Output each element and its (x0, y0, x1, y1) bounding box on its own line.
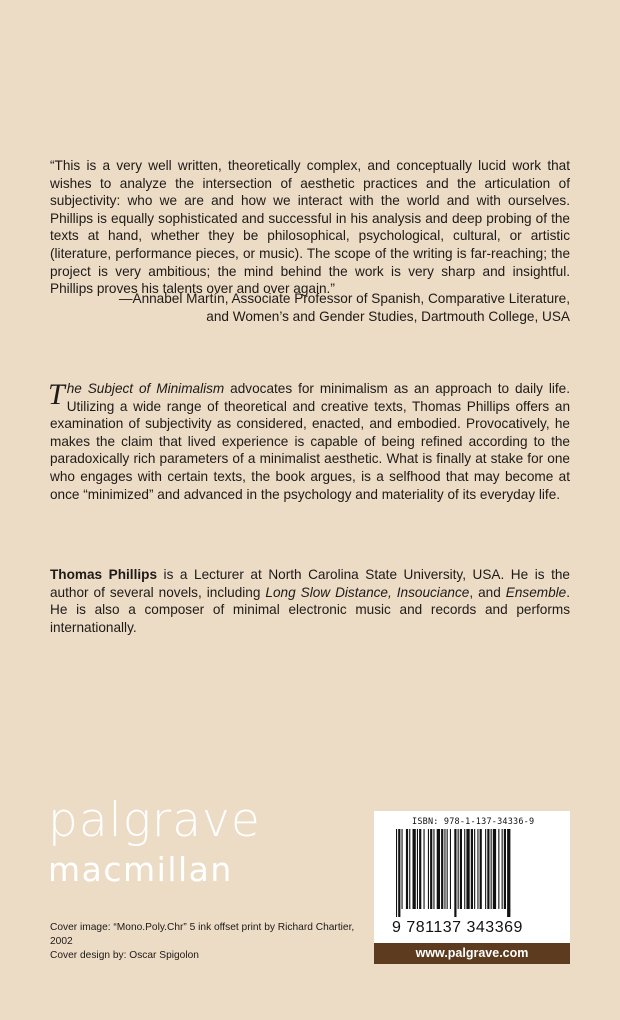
book-blurb (50, 380, 570, 503)
barcode-bar (474, 829, 475, 909)
cover-design-credit: Cover design by: Oscar Spigolon (50, 950, 199, 961)
barcode-bar (447, 829, 448, 909)
logo-palgrave: palgrave (48, 793, 261, 848)
barcode-bar (471, 829, 473, 909)
isbn-digits: 9 781137 343369 (392, 919, 523, 936)
barcode-box (374, 811, 570, 943)
barcode-bar (491, 829, 492, 909)
barcode-bar (396, 829, 397, 917)
review-attribution (50, 290, 570, 325)
barcode-bar (417, 829, 418, 909)
barcode-bar (507, 829, 510, 917)
barcode-bar (504, 829, 506, 909)
bio-text-1: is a Lecturer at North Carolina State University, USA. He is the author of several novels, including (50, 567, 570, 600)
bio-text-2: , and (469, 584, 506, 600)
barcode-bar (398, 829, 400, 917)
bio-titles: Long Slow Distance, Insouciance (265, 584, 470, 600)
book-title: he Subject of Minimalism (66, 381, 225, 396)
barcode-bar (450, 829, 451, 909)
barcode-bar (502, 829, 503, 909)
barcode-bar (402, 829, 403, 909)
bio-text-3: . He is also a composer of minimal electronic music and records and performs internationally. (50, 584, 570, 635)
barcode-bar (441, 829, 443, 909)
cover-image-credit: Cover image: “Mono.Poly.Chr” 5 ink offset print by Richard Chartier, 2002 (50, 922, 355, 947)
author-bio (50, 566, 570, 636)
barcode-bar (477, 829, 478, 909)
barcode-bar (419, 829, 421, 909)
barcode-bar (498, 829, 499, 909)
publisher-url: www.palgrave.com (374, 943, 570, 964)
barcode-bar (406, 829, 408, 909)
barcode-bar (454, 829, 456, 917)
barcode-bar (409, 829, 410, 909)
cover-credits (50, 921, 370, 963)
barcode-bar (480, 829, 482, 909)
barcode-bar (424, 829, 425, 909)
attribution-line-1: —Annabel Martín, Associate Professor of Spanish, Comparative Literature, (118, 291, 570, 306)
author-name: Thomas Phillips (50, 567, 158, 582)
barcode-bar (460, 829, 462, 909)
barcode-bar (487, 829, 489, 909)
barcode-bar (485, 829, 486, 909)
barcode-bar (437, 829, 440, 909)
drop-cap: T (48, 378, 65, 411)
barcode-icon (396, 829, 548, 917)
blurb-text: advocates for minimalism as an approach to daily life. Utilizing a wide range of theoretical and creative texts, Thomas Phillips offers an examination of subjectivity as considered, enacted, and embodied. Provocatively, he makes the claim that lived experience is capable of being refined according to the paradoxically rich parameters of a minimalist aesthetic. What is finally at stake for one who engages with certain texts, the book argues, is a selfhood that may become at once “minimized” and advanced in the psychology and materiality of its everyday life. (50, 381, 571, 502)
barcode-bar (428, 829, 429, 909)
barcode-bar (433, 829, 434, 909)
logo-macmillan: macmillan (48, 850, 233, 889)
barcode-bar (493, 829, 496, 909)
isbn-label: ISBN: 978-1-137-34336-9 (412, 817, 535, 827)
attribution-line-2: and Women’s and Gender Studies, Dartmouth College, USA (206, 308, 570, 324)
review-quote (50, 157, 570, 298)
review-text: “This is a very well written, theoretically complex, and conceptually lucid work that wishes to analyze the intersection of aesthetic practices and the articulation of subjectivity: who we are and how we interact with the world and with ourselves. Phillips is equally sophisticated and successful in his analysis and deep probing of the texts at hand, whether they be philosophical, psychological, cultural, or artistic (literature, performance pieces, or music). The scope of the writing is far-reaching; the project is very ambitious; the mind behind the work is very sharp and insightful. Phillips proves his talents over and over again.” (50, 158, 570, 297)
barcode-bar (413, 829, 416, 909)
publisher-logo (48, 793, 261, 889)
barcode-bar (464, 829, 465, 909)
bio-title-3: Ensemble (505, 584, 567, 600)
barcode-bar (466, 829, 469, 909)
barcode-bar (430, 829, 432, 909)
barcode-bar (444, 829, 445, 909)
barcode-bar (458, 829, 459, 909)
